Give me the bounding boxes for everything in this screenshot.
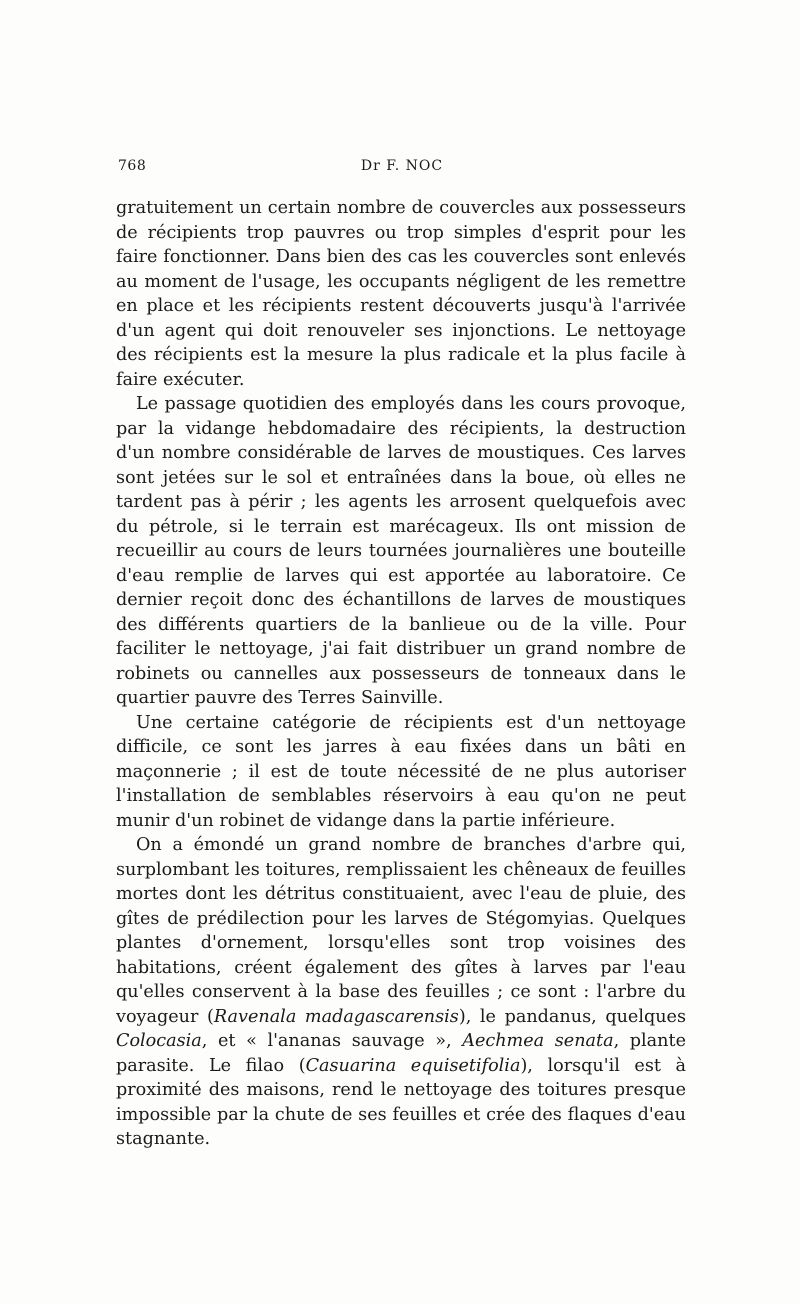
paragraph-4-text-3: , et « l'ananas sauvage », (201, 1031, 463, 1051)
genus-colocasia: Colocasia (116, 1031, 202, 1051)
running-header (118, 158, 686, 182)
paragraph-4-text-2: ), le pandanus, quelques (458, 1006, 686, 1027)
paragraph-4-text-5: ), lorsqu'il est à proximité des maisons, rend le nettoyage des toitures presque impossible par la chute de ses feuilles et crée des flaques d'eau stagnante. (116, 1055, 687, 1149)
species-aechmea: Aechmea senata (462, 1031, 614, 1051)
paragraph-3: Une certaine catégorie de récipients est d'un nettoyage difficile, ce sont les jarres à eau fixées dans un bâti en maçonnerie ; il est de toute nécessité de ne plus autoriser l'installation de semblables réservoirs à eau qu'on ne peut munir d'un robinet de vidange dans la partie inférieure. (116, 712, 686, 831)
species-ravenala: Ravenala madagascarensis (213, 1006, 459, 1027)
paragraph-4 (116, 833, 686, 1152)
header-author: Dr F. NOC (360, 158, 444, 174)
paragraph-4-text-4: , plante parasite. Le filao ( (116, 1031, 686, 1076)
paragraph-2: Le passage quotidien des employés dans les cours provoque, par la vidange hebdomadaire des récipients, la destruction d'un nombre considérable de larves de moustiques. Ces larves sont jetées sur le sol et entraînées dans la boue, où elles ne tardent pas à périr ; les agents les arrosent quelquefois avec du pétrole, si le terrain est marécageux. Ils ont mission de recueillir au cours de leurs tournées journalières une bouteille d'eau remplie de larves qui est apportée au laboratoire. Ce dernier reçoit donc des échantillons de larves de moustiques des différents quartiers de la banlieue ou de la ville. Pour faciliter le nettoyage, j'ai fait distribuer un grand nombre de robinets ou cannelles aux possesseurs de tonneaux dans le quartier pauvre des Terres Sainville. (116, 394, 686, 708)
page-number: 768 (118, 158, 147, 174)
paragraph-1: gratuitement un certain nombre de couvercles aux possesseurs de récipients trop pauvres ou trop simples d'esprit pour les faire fonctionner. Dans bien des cas les couvercles sont enlevés au moment de l'usage, les occupants négligent de les remettre en place et les récipients restent découverts jusqu'à l'arrivée d'un agent qui doit renouveler ses injonctions. Le nettoyage des récipients est la mesure la plus radicale et la plus facile à faire exécuter. (116, 198, 686, 390)
paragraph-4-text-1: On a émondé un grand nombre de branches d'arbre qui, surplombant les toitures, remplissaient les chêneaux de feuilles mortes dont les détritus constituaient, avec l'eau de pluie, des gîtes de prédilection pour les larves de Stégomyias. Quelques plantes d'ornement, lorsqu'elles sont trop voisines des habitations, créent également des gîtes à larves par l'eau qu'elles conservent à la base des feuilles ; ce sont : l'arbre du voyageur ( (116, 835, 686, 1027)
body-text (116, 196, 686, 1152)
species-casuarina: Casuarina equisetifolia (305, 1055, 521, 1076)
